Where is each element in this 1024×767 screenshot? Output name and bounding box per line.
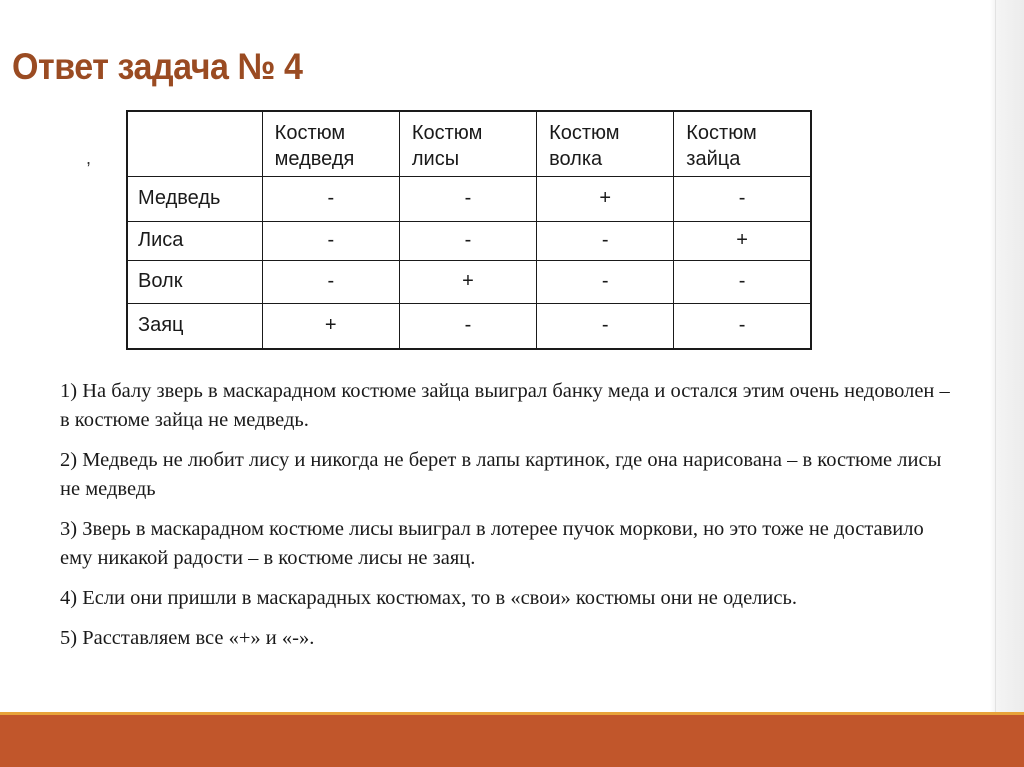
row-header: Медведь [127,176,262,221]
table-row [127,221,811,260]
slide-title: Ответ задача № 4 [12,46,303,87]
table-cell: + [537,176,674,221]
solution-step: 5) Расставляем все «+» и «-». [60,627,315,649]
table-cell: - [262,260,399,303]
footer-bar [0,715,1024,767]
table-cell: + [674,221,811,260]
answer-table [126,110,812,350]
table-cell: - [399,176,536,221]
solution-steps [60,377,960,664]
solution-step: 1) На балу зверь в маскарадном костюме зайца выиграл банку меда и остался этим очень недоволен – в костюме зайца не медведь. [60,380,950,431]
solution-step: 2) Медведь не любит лису и никогда не берет в лапы картинок, где она нарисована – в костюме лисы не медведь [60,449,942,500]
table-cell: - [399,303,536,349]
table-row [127,260,811,303]
row-header: Волк [127,260,262,303]
column-header: Костюм лисы [399,111,536,176]
table-cell: - [537,260,674,303]
table-cell: - [262,176,399,221]
stray-comma: , [86,148,92,168]
table-cell: - [674,176,811,221]
table-corner-cell [127,111,262,176]
table-cell: - [262,221,399,260]
slide-frame-right [995,0,1024,712]
table-row [127,176,811,221]
table-row [127,303,811,349]
table-cell: - [674,260,811,303]
table-cell: + [262,303,399,349]
row-header: Заяц [127,303,262,349]
column-header: Костюм волка [537,111,674,176]
table-header-row [127,111,811,176]
table-cell: - [399,221,536,260]
solution-step: 3) Зверь в маскарадном костюме лисы выиграл в лотерее пучок моркови, но это тоже не доставило ему никакой радости – в костюме лисы не заяц. [60,518,924,569]
column-header: Костюм медведя [262,111,399,176]
column-header: Костюм зайца [674,111,811,176]
table-cell: - [674,303,811,349]
table-cell: - [537,221,674,260]
table-cell: + [399,260,536,303]
row-header: Лиса [127,221,262,260]
solution-step: 4) Если они пришли в маскарадных костюмах, то в «свои» костюмы они не оделись. [60,587,797,609]
table-cell: - [537,303,674,349]
